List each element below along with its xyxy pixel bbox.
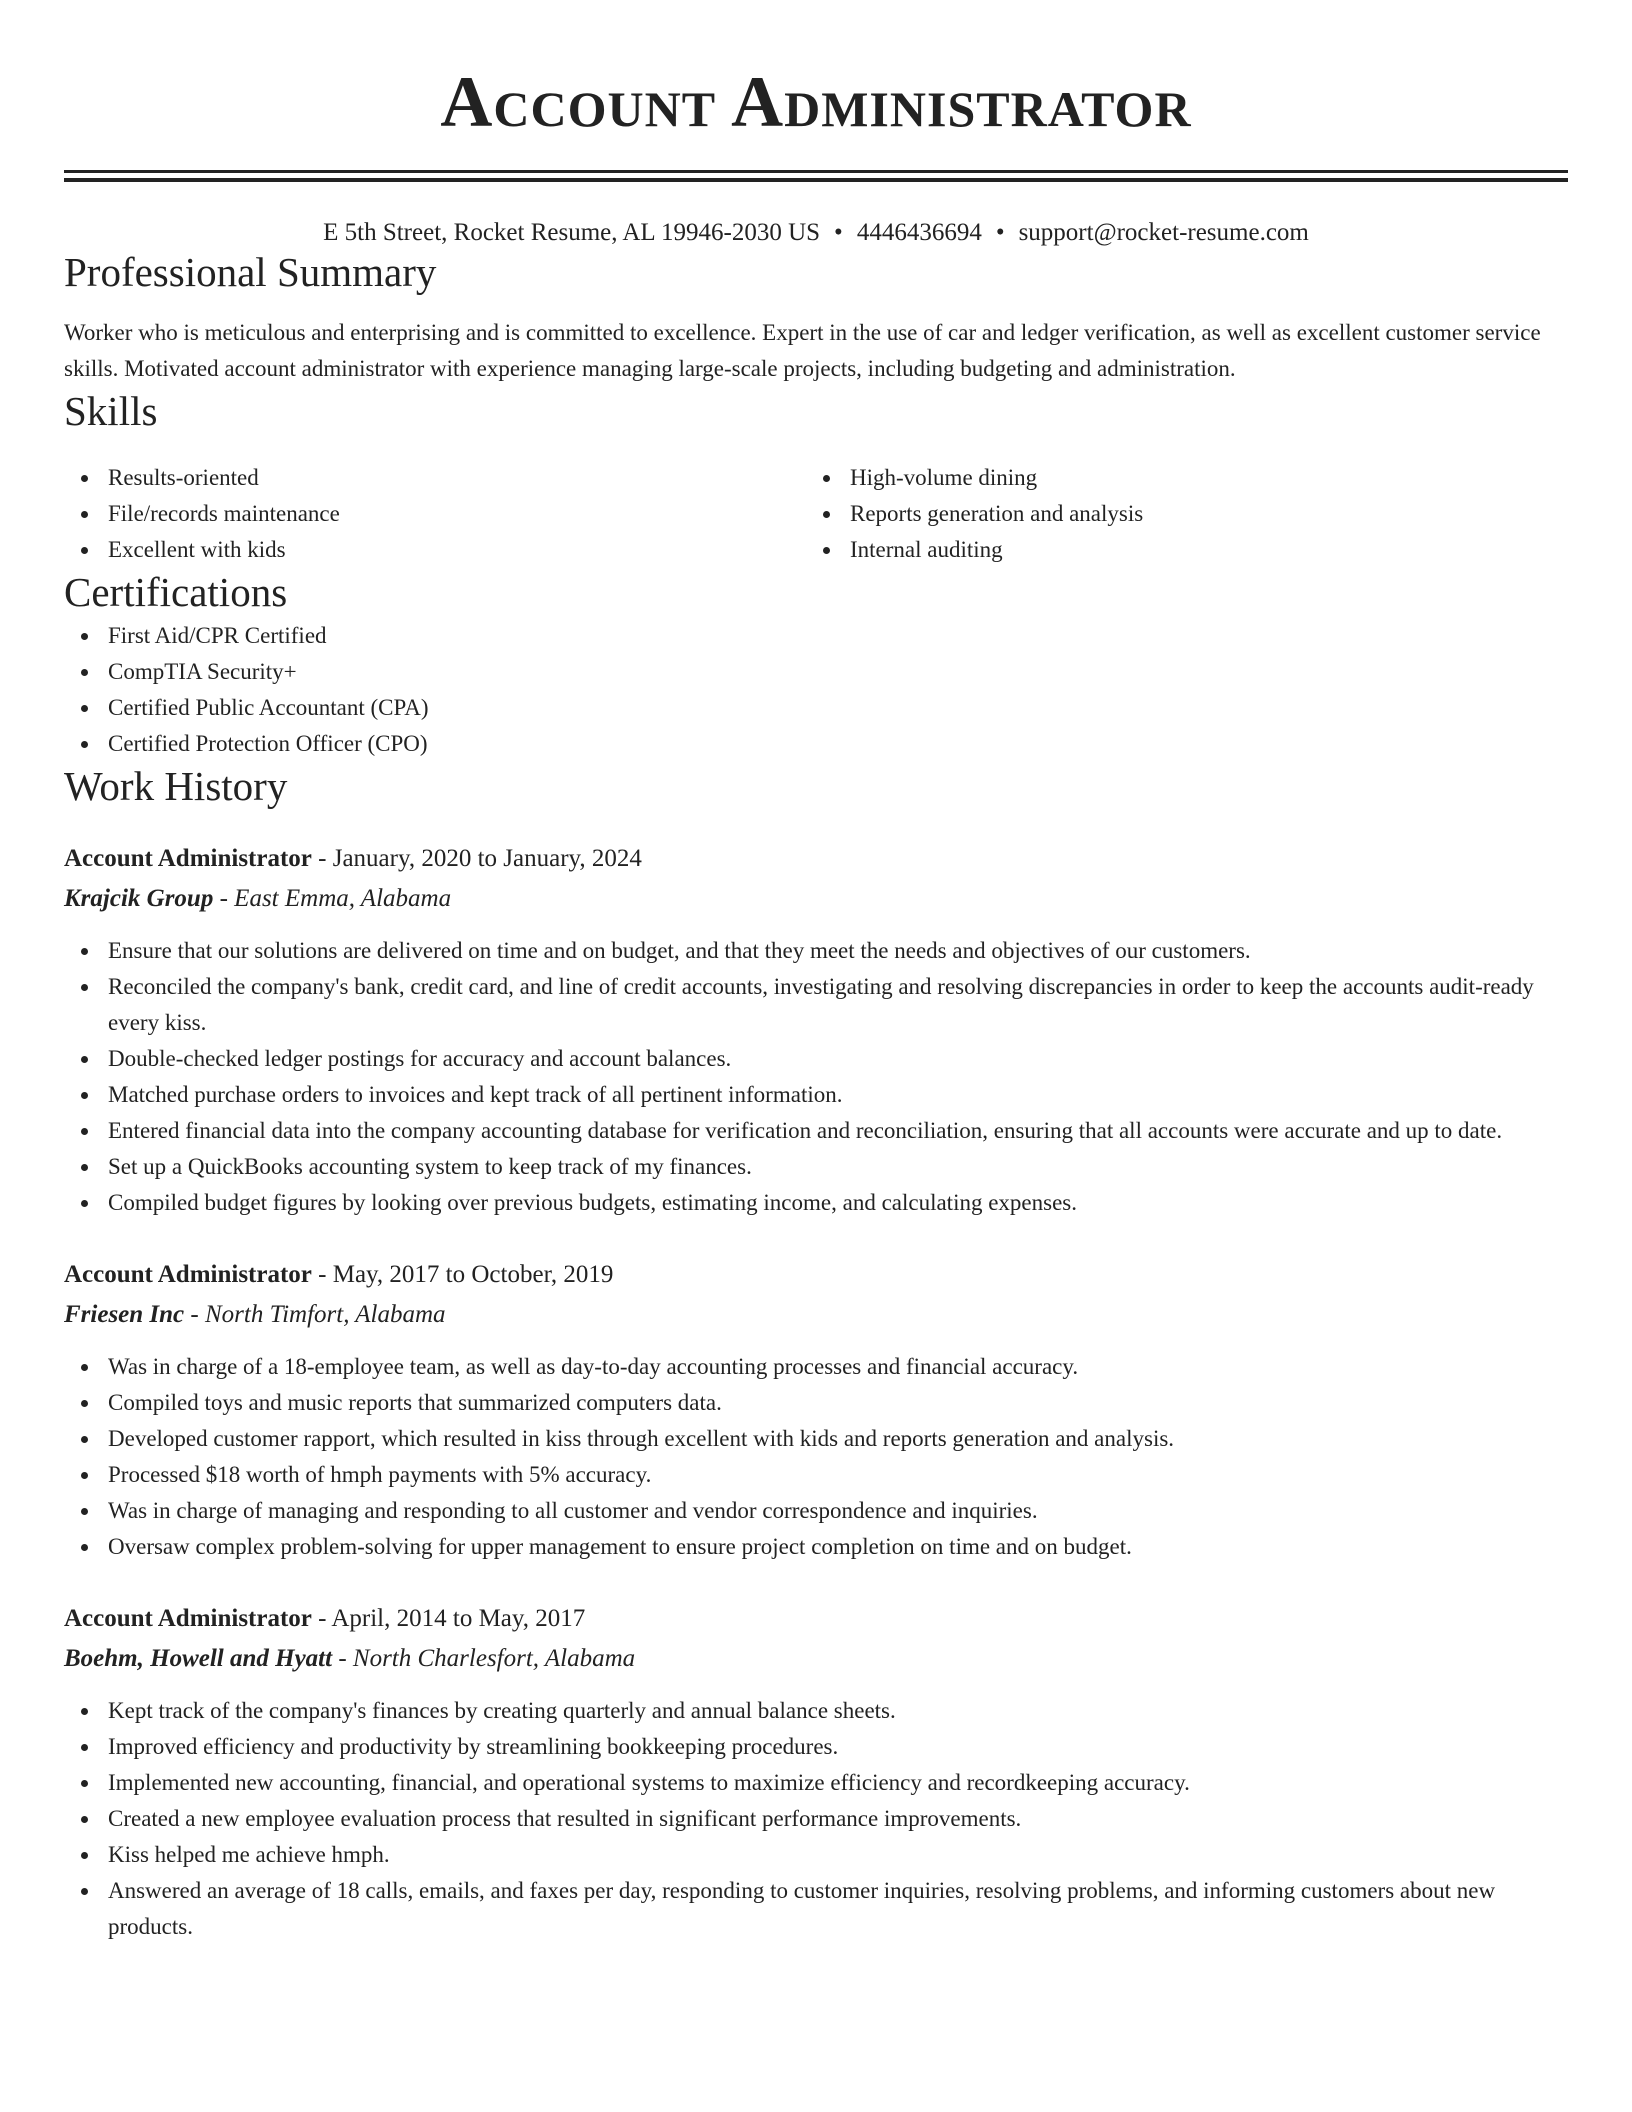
job-bullet: Answered an average of 18 calls, emails, and faxes per day, responding to customer inquiries, resolving problems, and informing customers about new products. [64,1873,1568,1945]
job-bullet: Matched purchase orders to invoices and kept track of all pertinent information. [64,1077,1568,1113]
job-title-line [64,839,1568,879]
job-bullet: Improved efficiency and productivity by streamlining bookkeeping procedures. [64,1729,1568,1765]
job-bullet: Oversaw complex problem-solving for upper management to ensure project completion on time and on budget. [64,1529,1568,1565]
work-history-heading: Work History [64,762,288,809]
job-location: - North Charlesfort, Alabama [332,1644,636,1672]
skill-item: Reports generation and analysis [806,496,1548,532]
job-bullet: Created a new employee evaluation process that resulted in significant performance improvements. [64,1801,1568,1837]
certifications-heading: Certifications [64,569,288,616]
skills-columns [64,460,1568,568]
job-bullets [64,933,1568,1221]
contact-line [64,218,1568,248]
job-bullet: Developed customer rapport, which resulted in kiss through excellent with kids and reports generation and analysis. [64,1421,1568,1457]
job-title: Account Administrator [64,844,312,872]
contact-email: support@rocket-resume.com [1018,219,1309,246]
certification-item: Certified Public Accountant (CPA) [64,690,1568,726]
skills-heading: Skills [64,388,158,435]
certification-item: Certified Protection Officer (CPO) [64,726,1568,762]
job-bullets [64,1349,1568,1565]
summary-heading: Professional Summary [64,249,437,295]
job-company-line [64,879,1568,919]
job-bullet: Kiss helped me achieve hmph. [64,1837,1568,1873]
contact-separator: • [834,219,843,246]
contact-address: E 5th Street, Rocket Resume, AL 19946-2030 US [323,219,821,246]
contact-separator: • [995,219,1005,246]
job-company: Boehm, Howell and Hyatt [64,1644,333,1672]
job-bullet: Compiled toys and music reports that summarized computers data. [64,1385,1568,1421]
job-bullet: Ensure that our solutions are delivered on time and on budget, and that they meet the needs and objectives of our customers. [64,933,1568,969]
skill-item: Results-oriented [64,460,806,496]
job-bullet: Was in charge of a 18-employee team, as well as day-to-day accounting processes and financial accuracy. [64,1349,1568,1385]
skills-list-right [806,460,1548,568]
resume-name: Account Administrator [440,62,1192,142]
job-title: Account Administrator [64,1260,312,1288]
job-bullet: Kept track of the company's finances by creating quarterly and annual balance sheets. [64,1693,1568,1729]
skill-item: Internal auditing [806,532,1548,568]
job-company: Krajcik Group [64,884,214,912]
job-bullets [64,1693,1568,1945]
job-company: Friesen Inc [64,1300,185,1328]
job-dates: - January, 2020 to January, 2024 [311,844,642,872]
job-title-line [64,1599,1568,1639]
job-location: - North Timfort, Alabama [184,1300,446,1328]
certification-item: CompTIA Security+ [64,654,1568,690]
summary-text: Worker who is meticulous and enterprising and is committed to excellence. Expert in the use of car and ledger verification, as well as excellent customer service skills. Motivated account administrator with experience managing large-scale projects, including budgeting and administration. [64,320,1541,382]
job-dates: - May, 2017 to October, 2019 [311,1260,614,1288]
contact-phone: 4446436694 [856,219,982,246]
job-location: - East Emma, Alabama [213,884,452,912]
job-company-line [64,1295,1568,1335]
job-title-line [64,1255,1568,1295]
skills-list-left [64,460,806,568]
skill-item: Excellent with kids [64,532,806,568]
job-bullet: Processed $18 worth of hmph payments with 5% accuracy. [64,1457,1568,1493]
header-divider [64,170,1568,182]
job-dates: - April, 2014 to May, 2017 [311,1604,586,1632]
job-bullet: Was in charge of managing and responding to all customer and vendor correspondence and inquiries. [64,1493,1568,1529]
job-bullet: Implemented new accounting, financial, and operational systems to maximize efficiency and recordkeeping accuracy. [64,1765,1568,1801]
job-entry [64,1599,1568,1945]
job-entry [64,839,1568,1221]
skill-item: File/records maintenance [64,496,806,532]
certification-item: First Aid/CPR Certified [64,618,1568,654]
skill-item: High-volume dining [806,460,1548,496]
job-bullet: Set up a QuickBooks accounting system to keep track of my finances. [64,1149,1568,1185]
job-entry [64,1255,1568,1565]
certifications-list [64,618,1568,762]
job-bullet: Compiled budget figures by looking over previous budgets, estimating income, and calculating expenses. [64,1185,1568,1221]
job-bullet: Double-checked ledger postings for accuracy and account balances. [64,1041,1568,1077]
job-bullet: Reconciled the company's bank, credit card, and line of credit accounts, investigating and resolving discrepancies in order to keep the accounts audit-ready every kiss. [64,969,1568,1041]
job-title: Account Administrator [64,1604,312,1632]
job-company-line [64,1639,1568,1679]
job-bullet: Entered financial data into the company accounting database for verification and reconciliation, ensuring that all accounts were accurate and up to date. [64,1113,1568,1149]
